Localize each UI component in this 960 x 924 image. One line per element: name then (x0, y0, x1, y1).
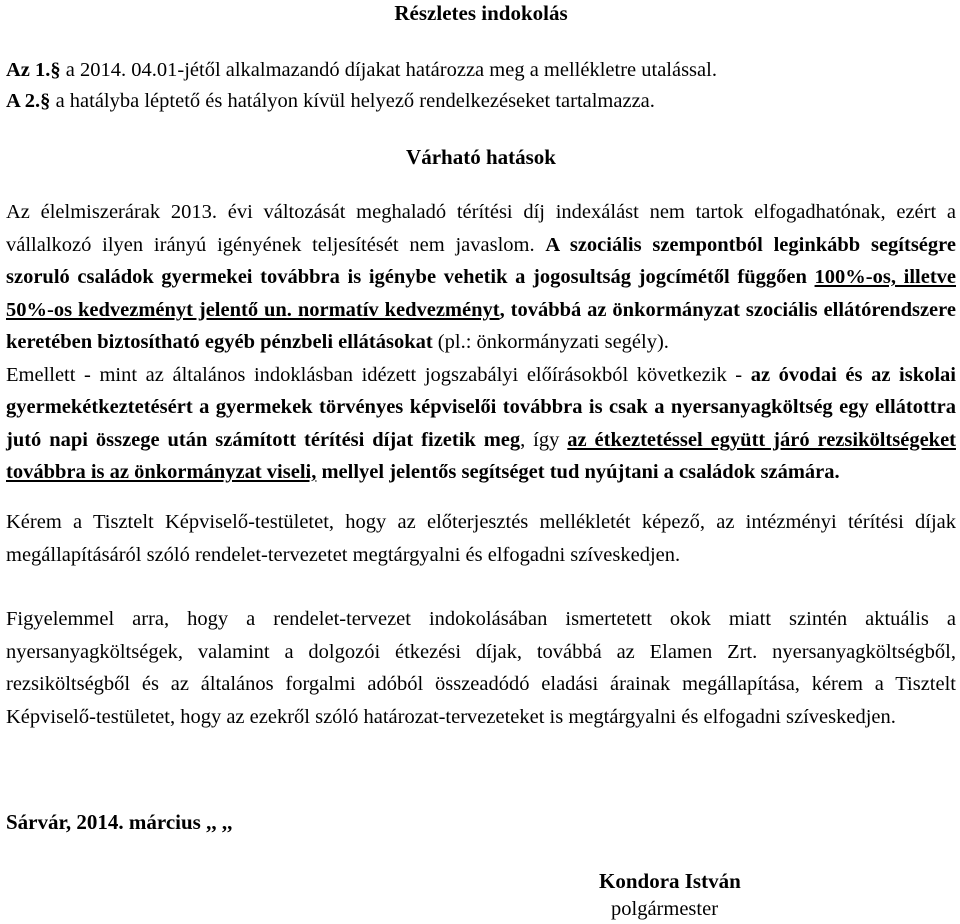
p1-text-e: (pl.: önkormányzati segély). (432, 331, 669, 353)
impacts-paragraph-1 (6, 196, 956, 489)
section-2-text: a hatályba léptető és hatályon kívül helyező rendelkezéseket tartalmazza. (50, 90, 655, 112)
p1-text-d: , továbbá az önkormányzat szociális ellátórendszere keretében biztosítható egyéb pénzbeli ellátásokat (6, 298, 956, 353)
p1-text-h: , így (520, 428, 568, 451)
p1-text-g: az óvodai és az iskolai gyermekétkeztetésért a gyermekek törvényes képviselői továbbra is csak a nyersanyagköltség egy ellátottra jutó napi összege után számított térítési díjat fizetik meg (6, 363, 956, 451)
p1-text-j: mellyel jelentős segítséget tud nyújtani a családok számára. (316, 461, 840, 483)
p1-text-i: az étkeztetéssel együtt járó rezsiköltségeket továbbra is az önkormányzat viseli, (6, 428, 956, 483)
signatory-name: Kondora István (599, 869, 741, 893)
p1-text-b: A szociális szempontból leginkább segítségre szoruló családok gyermekei továbbra is igénybe vehetik a jogosultság jogcímétől függően (6, 233, 956, 288)
p1-text-a: Az élelmiszerárak 2013. évi változását meghaladó térítési díj indexálást nem tartok elfogadhatónak, ezért a vállalkozó ilyen irányú igényének teljesítését nem javaslom. (6, 201, 956, 256)
section-1-text: a 2014. 04.01-jétől alkalmazandó díjakat határozza meg a mellékletre utalással. (60, 59, 717, 81)
impacts-heading: Várható hatások (406, 145, 556, 169)
signature-place-date: Sárvár, 2014. március ,, ,, (6, 810, 233, 834)
impacts-paragraph-3: Figyelemmel arra, hogy a rendelet-tervezet indokolásában ismertetett okok miatt szintén aktuális a nyersanyagköltségek, valamint a dolgozói étkezési díjak, továbbá az Elamen Zrt. nyersanyagköltségből, rezsiköltségből és az általános forgalmi adóból összeadódó eladási árainak megállapítása, kérem a Tisztelt Képviselő-testületet, hogy az ezekről szóló határozat-tervezeteket is megtárgyalni és elfogadni szíveskedjen. (6, 608, 956, 728)
p1-text-c: 100%-os, illetve 50%-os kedvezményt jelentő un. normatív kedvezményt (6, 266, 956, 321)
impacts-paragraph-2: Kérem a Tisztelt Képviselő-testületet, hogy az előterjesztés mellékletét képező, az intézményi térítési díjak megállapításáról szóló rendelet-tervezetet megtárgyalni és elfogadni szíveskedjen. (6, 511, 956, 566)
section-2-label: A 2.§ (6, 90, 51, 112)
p1-text-f: Emellett - mint az általános indoklásban idézett jogszabályi előírásokból következik - (6, 363, 751, 386)
section-1-line (6, 59, 717, 82)
signatory-role: polgármester (611, 898, 719, 920)
section-2-line (6, 90, 655, 113)
section-1-label: Az 1.§ (6, 59, 61, 81)
page-title: Részletes indokolás (394, 1, 568, 25)
